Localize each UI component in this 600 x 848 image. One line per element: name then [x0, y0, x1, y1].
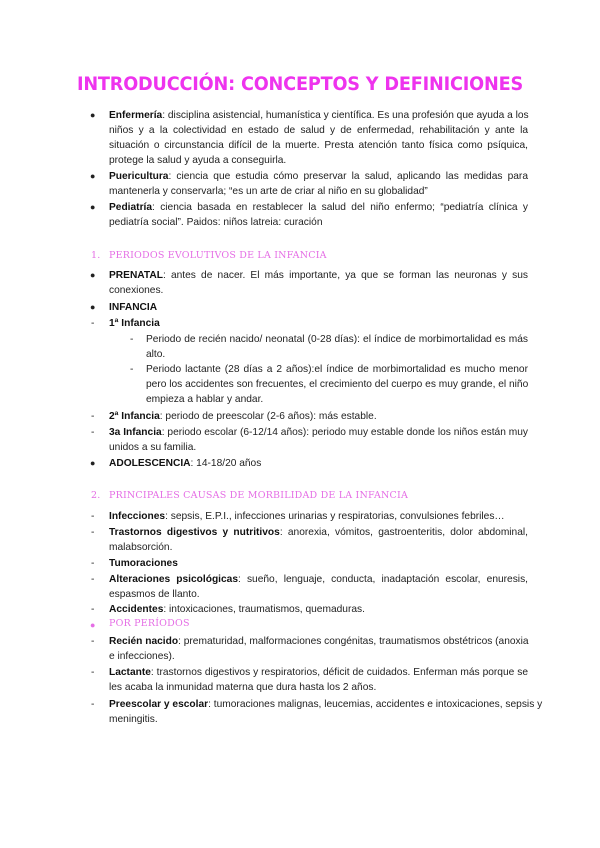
- section-2-heading: 2. PRINCIPALES CAUSAS DE MORBILIDAD DE LA INFANCIA: [91, 490, 409, 501]
- dash-icon: -: [91, 604, 95, 615]
- infecciones: Infecciones: sepsis, E.P.I., infecciones urinarias y respiratorias, convulsiones febriles…: [109, 511, 505, 522]
- definition-pediatria-line1: Pediatría: ciencia basada en restablecer la salud del niño enfermo; “pediatría clínica y: [109, 202, 528, 213]
- definition-pediatria-line2: pediatría social”. Paidos: niños latreia: curación: [109, 217, 323, 228]
- bullet-icon: ●: [90, 171, 96, 181]
- preescolar-causes-line1: Preescolar y escolar: tumoraciones malignas, leucemias, accidentes e intoxicaciones, sepsis y: [109, 699, 543, 710]
- alteraciones-line2: espasmos de llanto.: [109, 589, 200, 600]
- bullet-icon: ●: [90, 110, 96, 120]
- definition-enfermeria-line1: Enfermería: disciplina asistencial, humanística y científica. Es una profesión que ayuda a los: [109, 110, 529, 121]
- dash-icon: -: [130, 364, 134, 375]
- dash-icon: -: [91, 699, 95, 710]
- trastornos-line2: malabsorción.: [109, 542, 173, 553]
- bullet-icon: ●: [90, 458, 96, 468]
- prenatal-line1: PRENATAL: antes de nacer. El más importante, ya que se forman las neuronas y sus: [109, 270, 528, 281]
- lactante-line3: empieza a hablar y andar.: [146, 394, 264, 405]
- page-title: INTRODUCCIÓN: CONCEPTOS Y DEFINICIONES: [76, 73, 524, 95]
- lactante-causes-line1: Lactante: trastornos digestivos y respiratorios, déficit de cuidados. Enferman más porque se: [109, 667, 528, 678]
- trastornos-line1: Trastornos digestivos y nutritivos: anorexia, vómitos, gastroenteritis, dolor abdominal,: [109, 527, 528, 538]
- tercera-infancia-line1: 3a Infancia: periodo escolar (6-12/14 años): periodo muy estable donde los niños están muy: [109, 427, 528, 438]
- bullet-icon: ●: [90, 270, 96, 280]
- definition-enfermeria-line4: protege la salud y ayuda a conseguirla.: [109, 155, 287, 166]
- recien-nacido-causes-line1: Recién nacido: prematuridad, malformaciones congénitas, traumatismos obstétricos (anoxia: [109, 636, 529, 647]
- definition-puericultura-line1: Puericultura: ciencia que estudia cómo preservar la salud, aplicando las medidas para: [109, 171, 528, 182]
- tercera-infancia-line2: unidos a su familia.: [109, 442, 197, 453]
- lactante-line2: pero los accidentes son frecuentes, el crecimiento del cuerpo es muy grande, el niño: [146, 379, 529, 390]
- adolescencia: ADOLESCENCIA: 14-18/20 años: [109, 458, 262, 469]
- primera-infancia-label: 1ª Infancia: [109, 318, 160, 329]
- accidentes: Accidentes: intoxicaciones, traumatismos, quemaduras.: [109, 604, 365, 615]
- por-periodos-heading: POR PERÍODOS: [109, 618, 190, 629]
- bullet-icon: ●: [90, 202, 96, 212]
- dash-icon: -: [91, 558, 95, 569]
- tumoraciones: Tumoraciones: [109, 558, 178, 569]
- recien-nacido-line1: Periodo de recién nacido/ neonatal (0-28 días): el índice de morbimortalidad es más: [146, 334, 528, 345]
- bullet-icon: ●: [90, 302, 96, 312]
- dash-icon: -: [91, 511, 95, 522]
- dash-icon: -: [91, 427, 95, 438]
- dash-icon: -: [91, 318, 95, 329]
- definition-enfermeria-line2: niños y a la colectividad en estado de salud y de enfermedad, rehabilitación y ante la: [109, 125, 528, 136]
- section-1-heading: 1. PERIODOS EVOLUTIVOS DE LA INFANCIA: [91, 250, 327, 261]
- segunda-infancia: 2ª Infancia: periodo de preescolar (2-6 años): más estable.: [109, 411, 377, 422]
- alteraciones-line1: Alteraciones psicológicas: sueño, lenguaje, conducta, inadaptación escolar, enuresis,: [109, 574, 528, 585]
- recien-nacido-line2: alto.: [146, 349, 166, 360]
- dash-icon: -: [130, 334, 134, 345]
- infancia-label: INFANCIA: [109, 302, 158, 313]
- recien-nacido-causes-line2: e infecciones).: [109, 651, 175, 662]
- definition-puericultura-line2: mantenerla y conservarla; “es un arte de criar al niño en su globalidad”: [109, 186, 428, 197]
- lactante-line1: Periodo lactante (28 días a 2 años):el índice de morbimortalidad es mucho menor: [146, 364, 528, 375]
- dash-icon: -: [91, 411, 95, 422]
- dash-icon: -: [91, 574, 95, 585]
- dash-icon: -: [91, 527, 95, 538]
- preescolar-causes-line2: meningitis.: [109, 714, 158, 725]
- prenatal-line2: conexiones.: [109, 285, 164, 296]
- definition-enfermeria-line3: situación o circunstancia difícil de la muerte. Presta atención tanto física como psíquica,: [109, 140, 528, 151]
- dash-icon: -: [91, 636, 95, 647]
- dash-icon: -: [91, 667, 95, 678]
- lactante-causes-line2: les acaba la inmunidad materna que dura hasta los 2 años.: [109, 682, 377, 693]
- bullet-icon: ●: [90, 620, 96, 630]
